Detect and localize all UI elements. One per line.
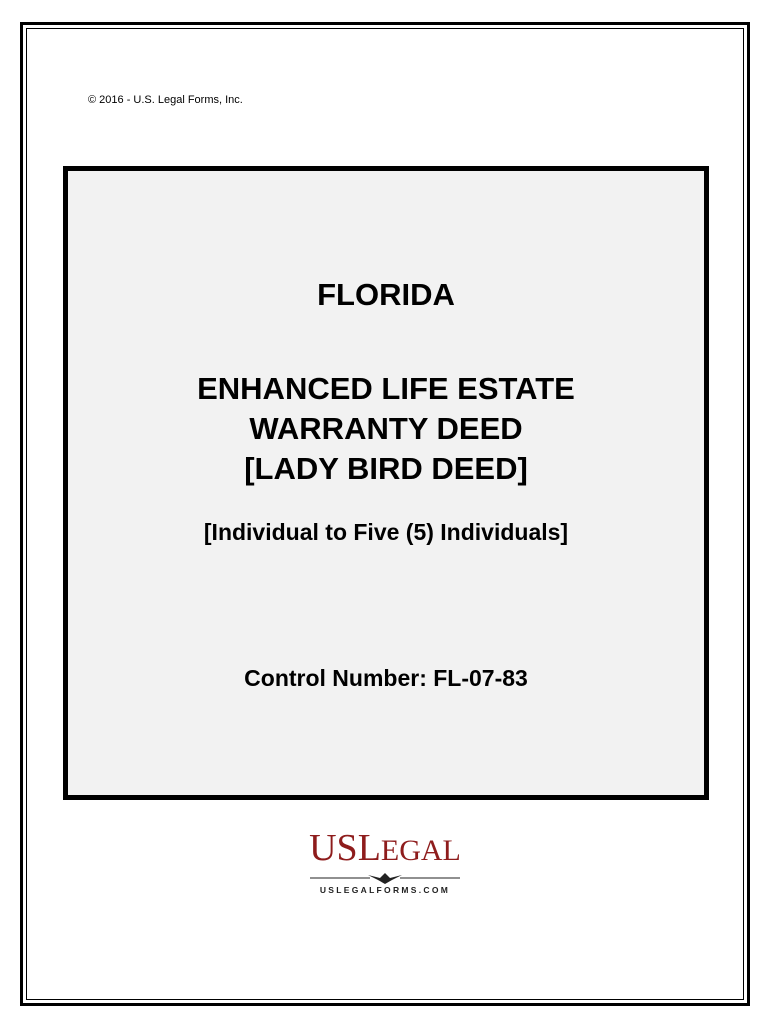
parties-description: [Individual to Five (5) Individuals] [203,519,569,545]
deed-title-line-2: WARRANTY DEED [249,411,523,446]
deed-title-line-3: [LADY BIRD DEED] [244,451,528,486]
control-number: Control Number: FL-07-83 [244,665,528,691]
logo-wordmark: USLEGAL [309,827,461,869]
uslegal-logo [280,828,490,898]
deed-title-line-1: ENHANCED LIFE ESTATE [197,371,575,406]
eagle-icon [310,871,460,885]
title-box [63,166,709,800]
copyright-notice: © 2016 - U.S. Legal Forms, Inc. [88,94,243,106]
logo-url: USLEGALFORMS.COM [319,885,451,895]
state-title: FLORIDA [317,277,455,312]
